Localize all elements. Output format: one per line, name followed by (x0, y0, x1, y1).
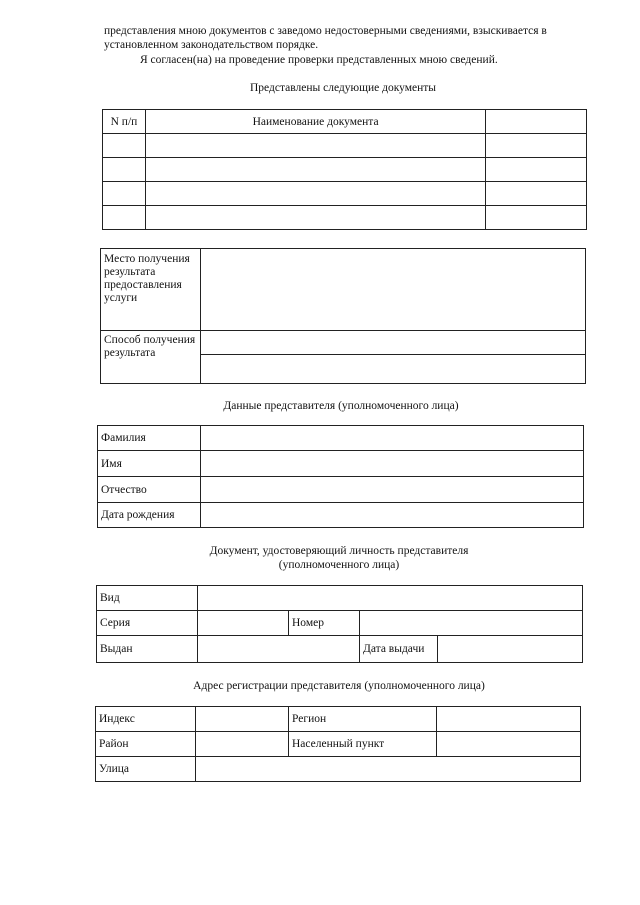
column-header-name: Наименование документа (145, 110, 485, 134)
issued-by-field[interactable] (198, 636, 360, 663)
table-row (103, 206, 587, 230)
result-method-label: Способ получения результата (101, 331, 201, 384)
issue-date-field[interactable] (438, 636, 583, 663)
last-name-field[interactable] (201, 426, 584, 451)
representative-table (97, 425, 584, 528)
region-label: Регион (289, 707, 437, 732)
birth-date-label: Дата рождения (98, 503, 201, 528)
cell-number[interactable] (103, 206, 146, 230)
table-row (96, 707, 581, 732)
district-label: Район (96, 732, 196, 757)
first-name-field[interactable] (201, 451, 584, 477)
id-document-table (96, 585, 583, 663)
id-document-title-line-1: Документ, удостоверяющий личность представителя (209, 545, 469, 557)
cell-name[interactable] (145, 158, 485, 182)
patronymic-field[interactable] (201, 477, 584, 503)
cell-name[interactable] (145, 182, 485, 206)
table-row (103, 182, 587, 206)
last-name-label: Фамилия (98, 426, 201, 451)
series-field[interactable] (198, 611, 289, 636)
documents-table (102, 109, 587, 230)
documents-title: Представлены следующие документы (250, 82, 436, 94)
table-row (103, 110, 587, 134)
cell-name[interactable] (145, 206, 485, 230)
table-row (97, 636, 583, 663)
table-row (98, 426, 584, 451)
issued-by-label: Выдан (97, 636, 198, 663)
representative-title: Данные представителя (уполномоченного лица) (223, 400, 459, 412)
first-name-label: Имя (98, 451, 201, 477)
address-table (95, 706, 581, 782)
birth-date-field[interactable] (201, 503, 584, 528)
result-table (100, 248, 586, 384)
result-place-label: Место получения результата предоставления услуги (101, 249, 201, 331)
table-row (96, 757, 581, 782)
cell-number[interactable] (103, 182, 146, 206)
id-document-title-line-2: (уполномоченного лица) (278, 559, 400, 571)
table-row (101, 331, 586, 355)
result-place-field[interactable] (201, 249, 586, 331)
district-field[interactable] (196, 732, 289, 757)
street-field[interactable] (196, 757, 581, 782)
table-row (101, 249, 586, 331)
column-header-extra (486, 110, 587, 134)
result-method-field-1[interactable] (201, 331, 586, 355)
number-field[interactable] (360, 611, 583, 636)
issue-date-label: Дата выдачи (360, 636, 438, 663)
cell-extra[interactable] (486, 158, 587, 182)
table-row (98, 477, 584, 503)
cell-number[interactable] (103, 134, 146, 158)
cell-extra[interactable] (486, 206, 587, 230)
cell-extra[interactable] (486, 134, 587, 158)
street-label: Улица (96, 757, 196, 782)
index-field[interactable] (196, 707, 289, 732)
table-row (98, 451, 584, 477)
column-header-number: N п/п (103, 110, 146, 134)
index-label: Индекс (96, 707, 196, 732)
patronymic-label: Отчество (98, 477, 201, 503)
intro-line-1: представления мною документов с заведомо недостоверными сведениями, взыскивается в (104, 25, 547, 37)
doc-type-label: Вид (97, 586, 198, 611)
cell-name[interactable] (145, 134, 485, 158)
table-row (103, 158, 587, 182)
table-row (98, 503, 584, 528)
cell-extra[interactable] (486, 182, 587, 206)
doc-type-field[interactable] (198, 586, 583, 611)
series-label: Серия (97, 611, 198, 636)
number-label: Номер (289, 611, 360, 636)
result-method-field-2[interactable] (201, 355, 586, 384)
region-field[interactable] (437, 707, 581, 732)
settlement-field[interactable] (437, 732, 581, 757)
intro-line-2: установленном законодательством порядке. (104, 39, 319, 51)
cell-number[interactable] (103, 158, 146, 182)
table-row (103, 134, 587, 158)
consent-text: Я согласен(на) на проведение проверки представленных мною сведений. (140, 54, 498, 66)
table-row (96, 732, 581, 757)
table-row (97, 586, 583, 611)
settlement-label: Населенный пункт (289, 732, 437, 757)
address-title: Адрес регистрации представителя (уполномоченного лица) (193, 680, 485, 692)
table-row (97, 611, 583, 636)
